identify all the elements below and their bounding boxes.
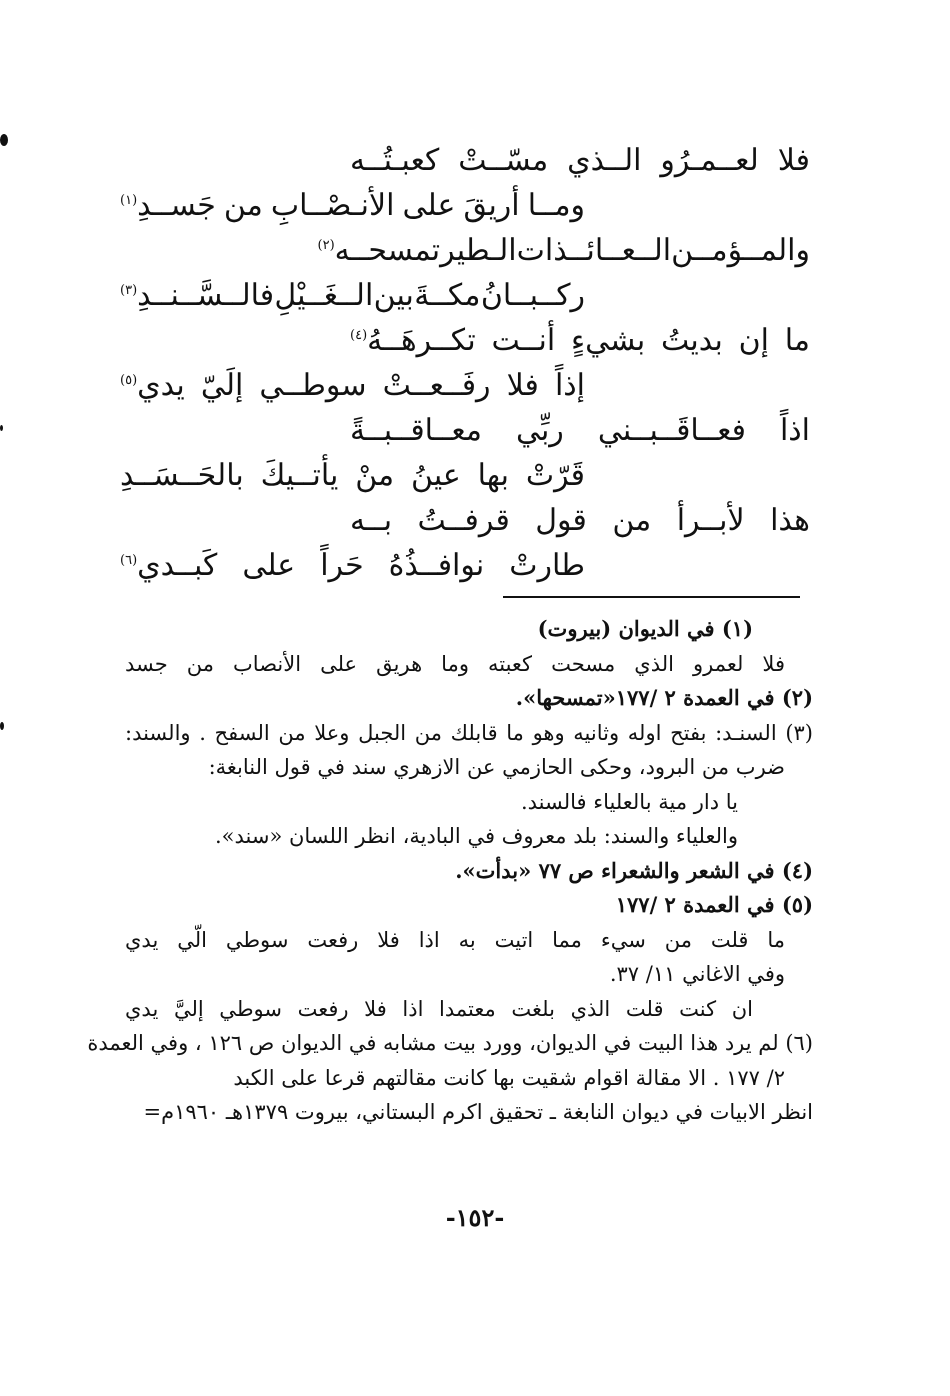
footnote-line: ضرب من البرود، وحكى الحازمي عن الازهري سند في قول النابغة: bbox=[208, 755, 785, 779]
poem-word: فالــسَّــنــدِ bbox=[137, 278, 275, 313]
poem-verse-words bbox=[120, 543, 585, 588]
poem-word: والمــؤمــن bbox=[671, 233, 810, 268]
footnote-line: والعلياء والسند: بلد معروف في البادية، انظر اللسان «سند». bbox=[214, 824, 738, 848]
poem-word-with-note bbox=[318, 228, 441, 273]
footnote-line: فلا لعمرو الذي مسحت كعبته وما هريق على الأنصاب من جسد bbox=[125, 651, 785, 676]
footnotes bbox=[87, 612, 813, 1130]
poem-word: على bbox=[402, 188, 456, 223]
poem-word: لعــمـرُو bbox=[660, 143, 759, 178]
poem-word: كَبــدي bbox=[137, 548, 218, 583]
poem-verse-words bbox=[317, 228, 810, 273]
poem-word: من bbox=[223, 188, 263, 223]
poem-verse-words bbox=[120, 273, 585, 318]
poem-word: لأبــرأ bbox=[676, 503, 745, 538]
poem-word: بالحَــسَــدِ bbox=[120, 458, 244, 493]
poem-word: من bbox=[612, 503, 652, 538]
footnote-line: (٢) في العمدة ٢ /١٧٧«تمسحها». bbox=[515, 685, 813, 710]
poem-word: يدي bbox=[137, 368, 185, 403]
poem-verse-line bbox=[120, 543, 810, 588]
footnote-line: ان كنت قلت الذي بلغت معتمدا اذا فلا رفعت سوطي إليَّ يدي bbox=[125, 996, 753, 1021]
poem-word: هذا bbox=[770, 503, 810, 538]
poem-verse-line bbox=[120, 183, 810, 228]
poem-verse-line bbox=[120, 363, 810, 408]
poem-word-with-note bbox=[120, 273, 274, 318]
poem-word: فعــاقَــبــني bbox=[597, 413, 746, 448]
poem-verse-line bbox=[120, 498, 810, 543]
footnote-reference: (٢) bbox=[317, 238, 335, 253]
poem-verse-line bbox=[120, 408, 810, 453]
poem-word: فلا bbox=[506, 368, 539, 403]
footnote-line: يا دار مية بالعلياء فالسند. bbox=[520, 789, 738, 814]
poem-word: فلا bbox=[777, 143, 810, 178]
poem-word: إذاً bbox=[554, 368, 585, 403]
poem-word: بين bbox=[373, 278, 414, 313]
poem-word: بــه bbox=[350, 503, 393, 538]
poem-word: بشيءٍ bbox=[570, 323, 646, 358]
poem-verse-words bbox=[350, 318, 810, 363]
poem-word: الـطير bbox=[440, 233, 517, 268]
poem-word: بديتُ bbox=[660, 323, 723, 358]
poem-word: ربِّي bbox=[515, 413, 564, 448]
poem-word: الــعــائــذات bbox=[516, 233, 672, 268]
poem-word: نوافــذُهُ bbox=[388, 548, 485, 583]
footnote-line: (٥) في العمدة ٢ /١٧٧ bbox=[615, 892, 813, 917]
footnote-divider bbox=[503, 596, 800, 598]
footnote-line: (٦) لم يرد هذا البيت في الديوان، وورد بيت مشابه في الديوان ص ١٢٦ ، وفي العمدة bbox=[87, 1031, 813, 1055]
poem-word: معــاقــبــةً bbox=[350, 413, 482, 448]
footnote-reference: (٥) bbox=[120, 373, 138, 388]
poem-verse-line bbox=[120, 273, 810, 318]
poem-verse-words bbox=[120, 453, 585, 498]
poem-word: كعبـتُــه bbox=[350, 143, 440, 178]
poem-word: حَراً bbox=[320, 548, 364, 583]
poem-verse-line bbox=[120, 228, 810, 273]
poem-word: سوطــي bbox=[259, 368, 367, 403]
footnote-line: (٣) السنـد: بفتح اوله وثانيه وهو ما قابلك من الجبل وعلا من السفح . والسند: bbox=[125, 720, 813, 745]
footnote-line: ٢/ ١٧٧ . الا مقالة اقوام شقيت بها كانت مقالتهم قرعا على الكبد bbox=[233, 1065, 785, 1090]
poem-verse-words bbox=[350, 408, 810, 453]
footnote-line: (٤) في الشعر والشعراء ص ٧٧ «بدأت». bbox=[455, 857, 813, 883]
poem-word: ومــا bbox=[527, 188, 585, 223]
poem-word: ما bbox=[784, 323, 810, 358]
poem-word: طارتْ bbox=[509, 548, 585, 583]
footnote-line: انظر الابيات في ديوان النابغة ـ تحقيق اكرم البستاني، بيروت ١٣٧٩هـ ١٩٦٠م= bbox=[143, 1100, 813, 1124]
page-number: -١٥٢- bbox=[445, 1203, 505, 1232]
poem-word: تكــرهَــهُ bbox=[367, 323, 476, 358]
footnote-reference: (٣) bbox=[120, 283, 138, 298]
poem-word: تمسحــه bbox=[334, 233, 441, 268]
poem-verse-line bbox=[120, 138, 810, 183]
poem-word: على bbox=[242, 548, 296, 583]
poem-word: قول bbox=[535, 503, 587, 538]
poem-word: بها bbox=[477, 458, 509, 493]
scan-edge-mark bbox=[0, 425, 3, 431]
scan-edge-mark bbox=[0, 722, 4, 730]
poem-verse-line bbox=[120, 318, 810, 363]
poem-word: يأتــيكَ bbox=[260, 458, 339, 493]
poem-verse-words bbox=[350, 138, 810, 183]
poem-word: جَســدِ bbox=[137, 188, 216, 223]
poem-word: أريقَ bbox=[463, 188, 520, 223]
poem-word: الأنـصْــابِ bbox=[270, 188, 395, 223]
footnote-reference: (٤) bbox=[350, 328, 368, 343]
poem-word: قَرّتْ bbox=[525, 458, 585, 493]
footnote-line: (١) في الديوان (بيروت) bbox=[537, 616, 753, 641]
footnote-reference: (٦) bbox=[120, 553, 138, 568]
poem-word: الــغَــيْلِ bbox=[274, 278, 374, 313]
footnote-line: ما قلت من سيء مما اتيت به اذا فلا رفعت سوطي الّي يدي bbox=[125, 927, 785, 952]
poem-word: إلَيّ bbox=[200, 368, 244, 403]
poem-word: منْ bbox=[355, 458, 395, 493]
poem-word: مسّــتْ bbox=[458, 143, 549, 178]
poem-word: مكــةَ bbox=[414, 278, 481, 313]
poem-word-with-note bbox=[120, 183, 216, 228]
poem-word: قرفــتُ bbox=[417, 503, 510, 538]
poem-word: رفَــعــتْ bbox=[382, 368, 491, 403]
poem-word-with-note bbox=[350, 318, 476, 363]
poem-word: ركــبــانُ bbox=[480, 278, 585, 313]
poem-word-with-note bbox=[120, 543, 217, 588]
poem-word: إن bbox=[738, 323, 770, 358]
poem-verse-words bbox=[120, 363, 585, 408]
poem-word: اذاً bbox=[779, 413, 810, 448]
footnote-line: وفي الاغاني ١١/ ٣٧. bbox=[609, 962, 785, 986]
poem bbox=[120, 138, 810, 588]
poem-word: عينُ bbox=[410, 458, 461, 493]
footnote-reference: (١) bbox=[120, 193, 138, 208]
poem-verse-words bbox=[350, 498, 810, 543]
poem-verse-words bbox=[120, 183, 585, 228]
poem-word: أنــت bbox=[491, 323, 556, 358]
poem-word-with-note bbox=[120, 363, 185, 408]
poem-word: الــذي bbox=[567, 143, 642, 178]
scan-edge-mark bbox=[0, 134, 8, 146]
poem-verse-line bbox=[120, 453, 810, 498]
